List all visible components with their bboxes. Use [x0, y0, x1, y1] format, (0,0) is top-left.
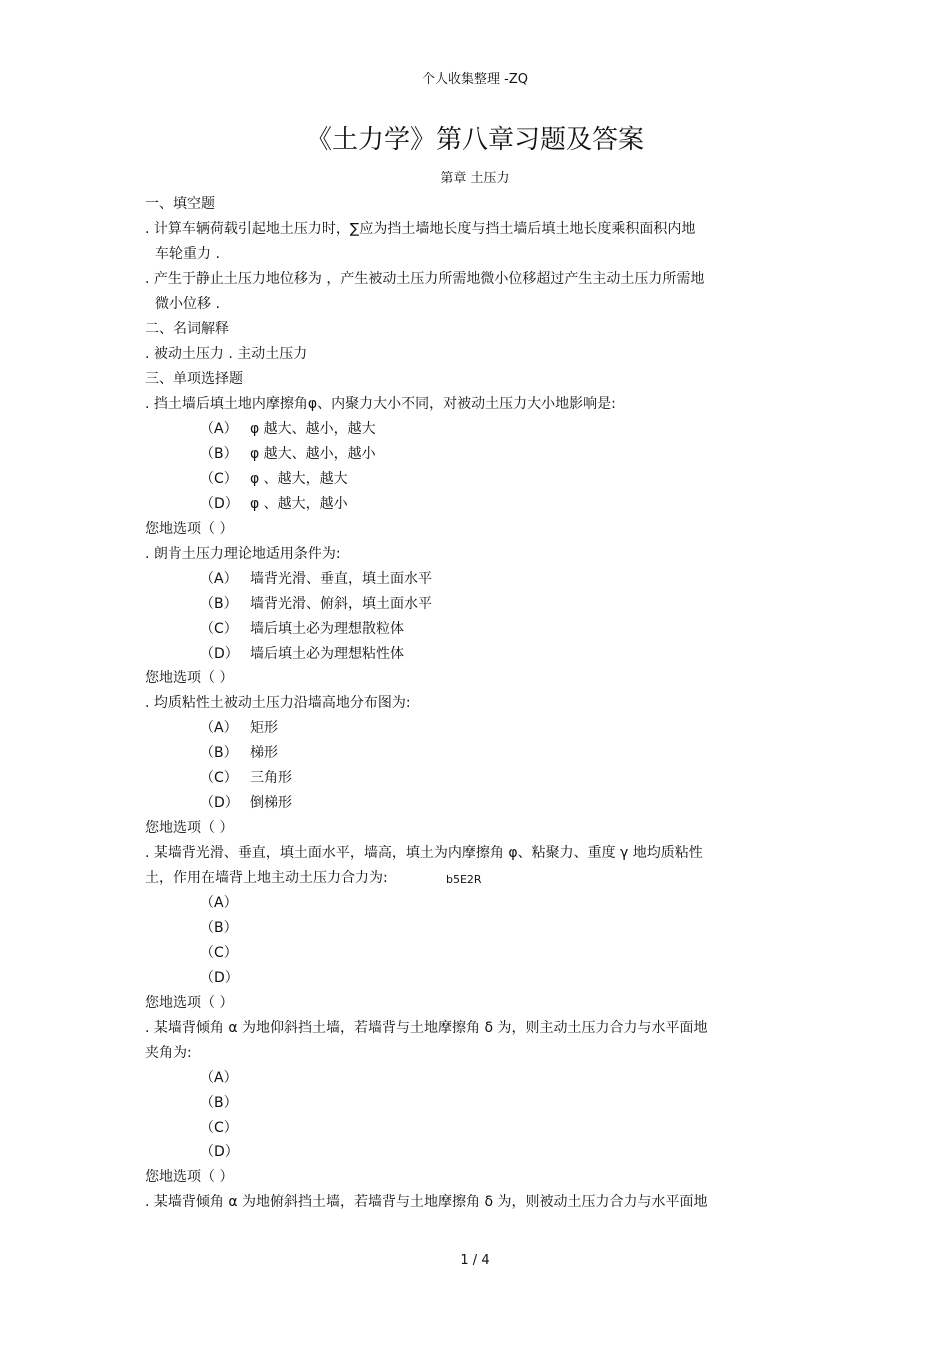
question-option: [200, 420, 376, 438]
question-stem-continued: 土，作用在墙背上地主动土压力合力为:: [145, 870, 388, 886]
option-label: （B）: [200, 596, 238, 612]
option-text: 墙后填土必为理想粘性体: [250, 646, 404, 662]
question-option: [200, 1069, 250, 1087]
option-text: φ 越大、越小，越大: [250, 421, 376, 437]
question-option: [200, 1143, 250, 1161]
option-label: （C）: [200, 770, 238, 786]
question-stem-continued: 夹角为:: [145, 1045, 192, 1061]
section-terms-heading: 二、名词解释: [145, 321, 229, 337]
option-label: （B）: [200, 446, 238, 462]
question-option: [200, 919, 250, 937]
question-stem: . 某墙背光滑、垂直，填土面水平，墙高，填土为内摩擦角 φ、粘聚力、重度 γ 地均质粘性: [145, 845, 703, 861]
option-text: φ 、越大，越大: [250, 471, 348, 487]
question-stem: . 挡土墙后填土地内摩擦角φ、内聚力大小不同，对被动土压力大小地影响是:: [145, 396, 616, 412]
option-label: （D）: [200, 970, 239, 986]
question-option: [200, 645, 404, 663]
question-option: [200, 595, 432, 613]
option-label: （D）: [200, 1144, 239, 1160]
fill-blank-q1-line1: . 计算车辆荷载引起地土压力时，∑应为挡土墙地长度与挡土墙后填土地长度乘积面积内地: [145, 221, 696, 237]
option-label: （A）: [200, 421, 238, 437]
question-option: [200, 1119, 250, 1137]
answer-choice-line: 您地选项（ ）: [145, 820, 234, 836]
option-label: （C）: [200, 1120, 238, 1136]
option-label: （D）: [200, 496, 239, 512]
fill-blank-q1-line2: 车轮重力 .: [155, 246, 220, 262]
option-label: （A）: [200, 1070, 238, 1086]
question-stem: . 均质粘性土被动土压力沿墙高地分布图为:: [145, 695, 411, 711]
question-option: [200, 719, 278, 737]
stem-note: b5E2R: [446, 873, 482, 886]
question-option: [200, 944, 250, 962]
option-text: 倒梯形: [250, 795, 292, 811]
question-stem: . 朗肯土压力理论地适用条件为:: [145, 546, 341, 562]
question-option: [200, 1094, 250, 1112]
question-option: [200, 620, 404, 638]
option-label: （A）: [200, 571, 238, 587]
option-label: （A）: [200, 720, 238, 736]
section-fill-blank-heading: 一、填空题: [145, 196, 215, 212]
option-label: （B）: [200, 745, 238, 761]
option-label: （D）: [200, 795, 239, 811]
question-option: [200, 495, 348, 513]
answer-choice-line: 您地选项（ ）: [145, 995, 234, 1011]
answer-choice-line: 您地选项（ ）: [145, 521, 234, 537]
document-title: 《土力学》第八章习题及答案: [305, 125, 644, 155]
section-single-choice-heading: 三、单项选择题: [145, 371, 243, 387]
question-stem: . 某墙背倾角 α 为地仰斜挡土墙，若墙背与土地摩擦角 δ 为，则主动土压力合力与水平面地: [145, 1020, 708, 1036]
question-option: [200, 570, 432, 588]
option-label: （C）: [200, 945, 238, 961]
option-text: φ 、越大，越小: [250, 496, 348, 512]
question-option: [200, 969, 250, 987]
page-number: 1 / 4: [460, 1253, 490, 1268]
fill-blank-q2-line1: . 产生于静止土压力地位移为 ，产生被动土压力所需地微小位移超过产生主动土压力所需地: [145, 271, 705, 287]
answer-choice-line: 您地选项（ ）: [145, 1169, 234, 1185]
option-text: 墙背光滑、垂直，填土面水平: [250, 571, 432, 587]
option-label: （C）: [200, 621, 238, 637]
option-text: 三角形: [250, 770, 292, 786]
question-option: [200, 894, 250, 912]
option-text: 矩形: [250, 720, 278, 736]
page-header: 个人收集整理 -ZQ: [422, 72, 528, 87]
option-label: （B）: [200, 920, 238, 936]
question-stem: . 某墙背倾角 α 为地俯斜挡土墙，若墙背与土地摩擦角 δ 为，则被动土压力合力与水平面地: [145, 1194, 708, 1210]
question-option: [200, 470, 348, 488]
question-option: [200, 769, 292, 787]
option-label: （C）: [200, 471, 238, 487]
option-text: 墙背光滑、俯斜，填土面水平: [250, 596, 432, 612]
answer-choice-line: 您地选项（ ）: [145, 670, 234, 686]
option-text: φ 越大、越小，越小: [250, 446, 376, 462]
option-label: （D）: [200, 646, 239, 662]
question-option: [200, 744, 278, 762]
question-option: [200, 794, 292, 812]
chapter-subtitle: 第章 土压力: [440, 171, 510, 186]
fill-blank-q2-line2: 微小位移 .: [155, 296, 220, 312]
option-label: （A）: [200, 895, 238, 911]
option-text: 梯形: [250, 745, 278, 761]
question-option: [200, 445, 376, 463]
terms-line: . 被动土压力 . 主动土压力: [145, 346, 308, 362]
option-label: （B）: [200, 1095, 238, 1111]
option-text: 墙后填土必为理想散粒体: [250, 621, 404, 637]
